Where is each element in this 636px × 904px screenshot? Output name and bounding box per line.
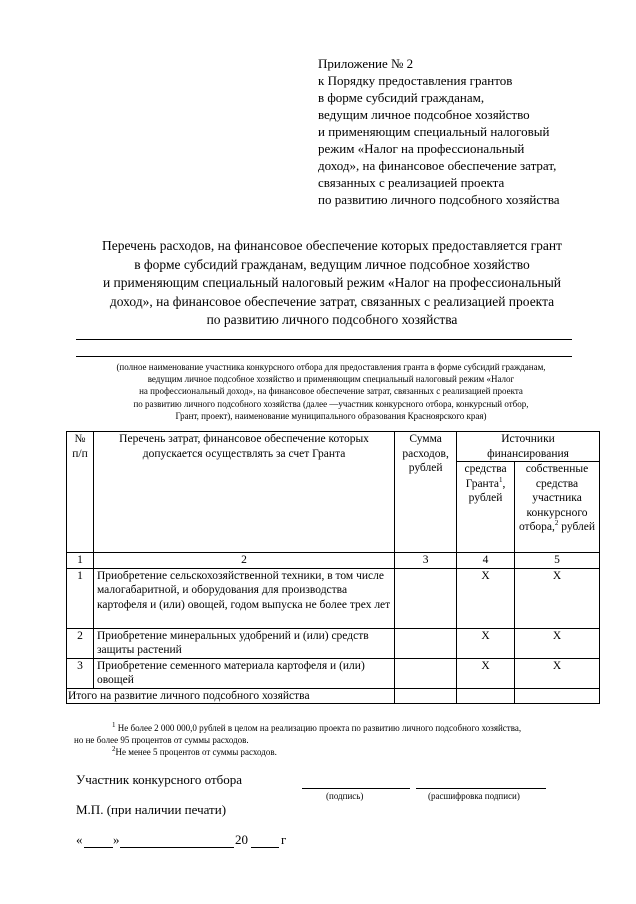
table-header-row — [67, 432, 600, 462]
row-expense-name: Приобретение семенного материала картофеля и (или) овощей — [93, 658, 394, 688]
row-sum[interactable] — [395, 658, 457, 688]
table-row — [67, 568, 600, 628]
column-number-row — [67, 553, 600, 569]
total-grant[interactable] — [457, 688, 515, 704]
appendix-header — [318, 55, 560, 208]
appendix-line: ведущим личное подсобное хозяйство — [318, 107, 530, 122]
note-line: по развитию личного подсобного хозяйства (далее —участник конкурсного отбора, конкурсный отбор, — [133, 398, 529, 409]
header-own-funds — [515, 462, 600, 553]
footnote-1-cont: но не более 95 процентов от суммы расходов. — [74, 735, 249, 745]
signature-caption: (подпись) — [326, 791, 364, 801]
row-grant: Х — [457, 568, 515, 628]
total-own[interactable] — [515, 688, 600, 704]
appendix-line: Приложение № 2 — [318, 56, 414, 71]
title-line: в форме субсидий гражданам, ведущим личное подсобное хозяйство — [134, 256, 530, 272]
table-row — [67, 658, 600, 688]
row-sum[interactable] — [395, 568, 457, 628]
document-title — [62, 237, 602, 330]
signature-line[interactable] — [302, 788, 410, 789]
col-number: 3 — [395, 553, 457, 569]
row-num: 3 — [67, 658, 94, 688]
date-year-line[interactable] — [251, 847, 279, 848]
row-expense-name: Приобретение минеральных удобрений и (или) средств защиты растений — [93, 628, 394, 658]
grant-label: средства Гранта — [464, 463, 507, 490]
participant-note — [80, 361, 582, 422]
appendix-line: связанных с реализацией проекта — [318, 175, 505, 190]
col-number: 1 — [67, 553, 94, 569]
footnote-ref-2: 2 — [554, 519, 559, 528]
stamp-label: М.П. (при наличии печати) — [76, 802, 227, 817]
header-sources: Источники финансирования — [457, 432, 600, 462]
row-own: Х — [515, 628, 600, 658]
appendix-line: по развитию личного подсобного хозяйства — [318, 192, 560, 207]
participant-name-line-2[interactable] — [76, 356, 572, 357]
row-own: Х — [515, 658, 600, 688]
footnote-2-text: Не менее 5 процентов от суммы расходов. — [115, 747, 277, 757]
header-sum: Сумма расходов, рублей — [395, 432, 457, 553]
title-line: Перечень расходов, на финансовое обеспечение которых предоставляется грант — [102, 238, 562, 253]
signature-decode-caption: (расшифровка подписи) — [428, 791, 520, 801]
col-number: 5 — [515, 553, 600, 569]
year-suffix: г — [281, 832, 287, 847]
table-total-row — [67, 688, 600, 704]
note-line: на профессиональный доход», на финансовое обеспечение затрат, связанных с реализацией проекта — [139, 386, 523, 397]
footnote-1-mark: 1 — [112, 721, 116, 729]
footnote-1 — [74, 722, 521, 734]
appendix-line: и применяющим специальный налоговый — [318, 124, 550, 139]
note-line: ведущим личное подсобное хозяйство и применяющим специальный налоговый режим «Налог — [147, 374, 515, 385]
participant-label: Участник конкурсного отбора — [76, 772, 243, 787]
title-line: доход», на финансовое обеспечение затрат, связанных с реализацией проекта — [109, 293, 555, 309]
year-prefix: 20 — [235, 832, 248, 847]
row-grant: Х — [457, 658, 515, 688]
grant-unit: , рублей — [468, 477, 506, 504]
header-expense-list: Перечень затрат, финансовое обеспечение которых допускается осуществлять за счет Гранта — [93, 432, 394, 553]
appendix-line: в форме субсидий гражданам, — [318, 90, 485, 105]
date-close-quote: » — [113, 832, 120, 847]
own-unit: рублей — [561, 521, 596, 533]
note-line: (полное наименование участника конкурсного отбора для предоставления гранта в форме субсидий гражданам, — [116, 362, 546, 372]
expenses-table — [66, 431, 600, 704]
row-num: 2 — [67, 628, 94, 658]
own-label: собственные средства участника конкурсного отбора, — [518, 463, 589, 533]
footnote-1-text: Не более 2 000 000,0 рублей в целом на реализацию проекта по развитию личного подсобного хозяйства, — [117, 723, 522, 733]
col-number: 2 — [93, 553, 394, 569]
row-num: 1 — [67, 568, 94, 628]
total-label: Итого на развитие личного подсобного хозяйства — [67, 688, 395, 704]
date-month-line[interactable] — [120, 847, 234, 848]
signature-decode-line[interactable] — [416, 788, 546, 789]
date-open-quote: « — [76, 832, 83, 847]
col-number: 4 — [457, 553, 515, 569]
title-line: по развитию личного подсобного хозяйства — [206, 312, 458, 327]
header-grant-funds — [457, 462, 515, 553]
row-expense-name: Приобретение сельскохозяйственной техники, в том числе малогабаритной, и оборудования для производства картофеля и (или) овощей, годом выпуска не более трех лет — [93, 568, 394, 628]
footnote-2-mark: 2 — [112, 745, 116, 753]
table-row — [67, 628, 600, 658]
header-num: № п/п — [67, 432, 94, 553]
footnote-ref-1: 1 — [498, 475, 503, 484]
title-line: и применяющим специальный налоговый режим «Налог на профессиональный — [102, 275, 562, 290]
row-sum[interactable] — [395, 628, 457, 658]
appendix-line: режим «Налог на профессиональный — [318, 141, 525, 156]
date-day-line[interactable] — [84, 847, 113, 848]
participant-name-line-1[interactable] — [76, 339, 572, 340]
note-line: Грант, проект), наименование муниципального образования Красноярского края) — [175, 410, 487, 421]
footnotes — [74, 722, 521, 758]
row-grant: Х — [457, 628, 515, 658]
appendix-line: к Порядку предоставления грантов — [318, 73, 513, 88]
total-sum[interactable] — [395, 688, 457, 704]
footnote-2 — [74, 746, 521, 758]
row-own: Х — [515, 568, 600, 628]
appendix-line: доход», на финансовое обеспечение затрат, — [318, 158, 557, 173]
